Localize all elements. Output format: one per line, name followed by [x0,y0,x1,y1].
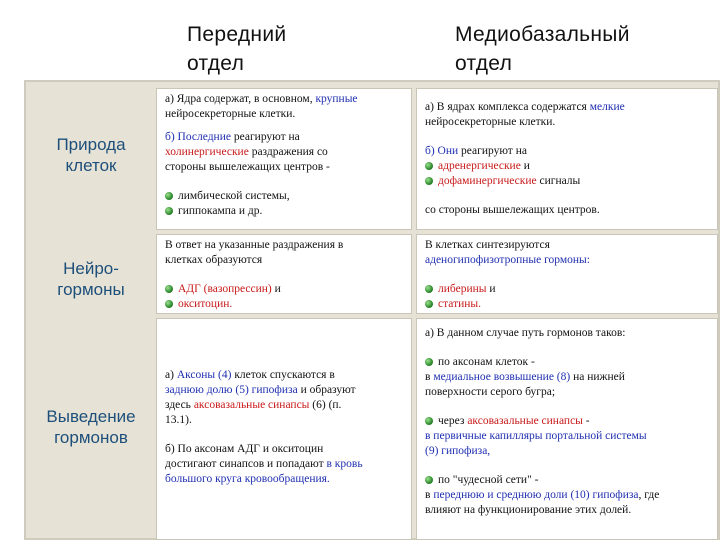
cell-hormones-mediobasal [416,234,718,314]
header-anterior-line1: Передний [187,23,287,46]
header-anterior-line2: отдел [187,52,245,75]
bullet-icon [425,476,433,484]
column-headers [0,0,720,80]
bullet-icon [165,285,173,293]
bullet-icon [425,162,433,170]
comparison-table [24,80,720,540]
text-line: нейросекреторные клетки. [165,108,296,120]
cell-nature-anterior [156,88,412,230]
cell-output-mediobasal [416,318,718,540]
row-label-output-line2: гормонов [54,428,128,447]
text-line: влияют на функционирование этих долей. [425,504,632,516]
bullet-item: гиппокампа и др. [165,204,405,219]
bullet-item: через аксовазальные синапсы - [425,414,711,429]
text-line: аденогипофизотропные гормоны: [425,254,590,266]
bullet-icon [425,285,433,293]
text-line: поверхности серого бугра; [425,386,556,398]
bullet-item: по "чудесной сети" - [425,473,711,488]
bullet-item: либерины и [425,282,711,297]
text-line: а) Ядра содержат, в основном, крупные [165,93,358,105]
text-line: В клетках синтезируются [425,239,550,251]
bullet-item: по аксонам клеток - [425,355,711,370]
bullet-icon [425,417,433,425]
text-line: б) По аксонам АДГ и окситоцин [165,443,324,455]
bullet-icon [165,192,173,200]
header-mediobasal-line1: Медиобазальный [455,23,630,46]
bullet-item: статины. [425,297,711,312]
bullet-icon [165,207,173,215]
bullet-item: лимбической системы, [165,189,405,204]
cell-output-anterior [156,318,412,540]
row-label-output-line1: Выведение [46,407,136,426]
text-line: а) В ядрах комплекса содержатся мелкие [425,101,625,113]
text-line: достигают синапсов и попадают в кровь [165,458,363,470]
cell-hormones-anterior [156,234,412,314]
header-anterior [187,20,286,78]
text-line: в первичные капилляры портальной системы [425,430,647,442]
bullet-item: адренергические и [425,159,711,174]
row-label-hormones-line2: гормоны [57,280,125,299]
text-line: а) В данном случае путь гормонов таков: [425,327,626,339]
text-line: в медиальное возвышение (8) на нижней [425,371,625,383]
header-mediobasal-line2: отдел [455,52,513,75]
text-line: а) Аксоны (4) клеток спускаются в [165,369,335,381]
bullet-icon [165,300,173,308]
text-line: заднюю долю (5) гипофиза и образуют [165,384,356,396]
bullet-icon [425,177,433,185]
text-line: б) Последние реагируют на [165,131,300,143]
text-line: (9) гипофиза, [425,445,491,457]
bullet-icon [425,358,433,366]
text-line: со стороны вышележащих центров. [425,204,600,216]
text-line: в переднюю и среднюю доли (10) гипофиза, где [425,489,660,501]
row-label-hormones [26,258,156,308]
row-label-nature-line1: Природа [56,135,126,154]
text-line: стороны вышележащих центров - [165,161,330,173]
bullet-item: дофаминергические сигналы [425,174,711,189]
cell-nature-mediobasal [416,88,718,230]
text-line: 13.1). [165,414,192,426]
text-line: большого круга кровообращения. [165,473,330,485]
row-label-nature-line2: клеток [65,156,117,175]
bullet-icon [425,300,433,308]
row-label-output [26,406,156,456]
text-line: б) Они реагируют на [425,145,527,157]
row-label-hormones-line1: Нейро- [63,259,119,278]
row-label-nature [26,134,156,184]
text-line: клетках образуются [165,254,263,266]
text-line: В ответ на указанные раздражения в [165,239,344,251]
bullet-item: АДГ (вазопрессин) и [165,282,405,297]
bullet-item: окситоцин. [165,297,405,312]
text-line: здесь аксовазальные синапсы (6) (п. [165,399,342,411]
header-mediobasal [455,20,630,78]
text-line: нейросекреторные клетки. [425,116,556,128]
text-line: холинергические раздражения со [165,146,328,158]
